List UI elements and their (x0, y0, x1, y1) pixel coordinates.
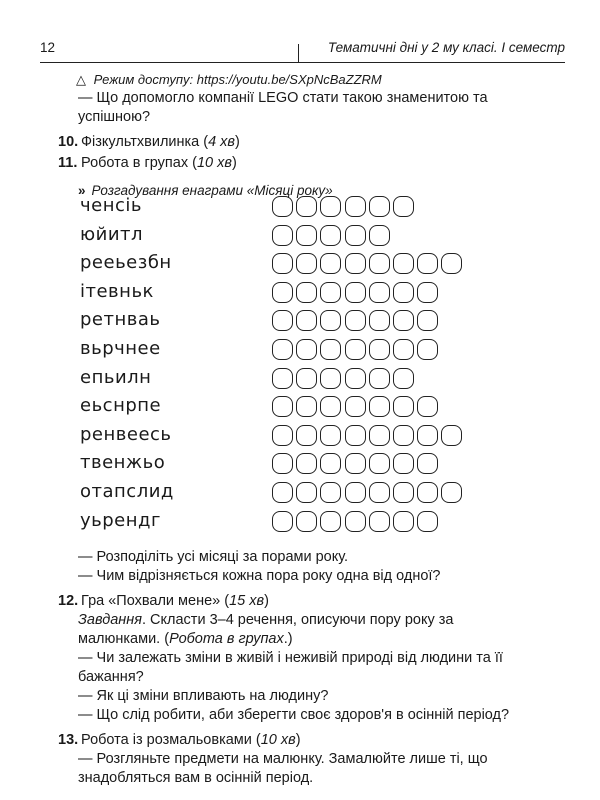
letter-box[interactable] (393, 282, 414, 303)
letter-box[interactable] (393, 253, 414, 274)
header-divider-tick (298, 44, 299, 62)
after-anagram-2: — Чим відрізняється кожна пора року одна від одної? (78, 568, 441, 584)
anagram-word: ретнваь (80, 309, 161, 331)
item-11-number: 11. (58, 155, 78, 171)
item-12-question-1: — Чи залежать зміни в живій і неживій природі від людини та її бажання? (78, 650, 503, 685)
letter-box[interactable] (369, 339, 390, 360)
letter-box[interactable] (272, 282, 293, 303)
letter-box[interactable] (272, 425, 293, 446)
letter-box[interactable] (369, 368, 390, 389)
anagram-row (80, 395, 520, 424)
letter-box[interactable] (441, 253, 462, 274)
anagram-row (80, 424, 520, 453)
letter-box[interactable] (393, 453, 414, 474)
letter-box[interactable] (296, 339, 317, 360)
letter-box[interactable] (272, 225, 293, 246)
anagram-row (80, 252, 520, 281)
letter-box[interactable] (441, 425, 462, 446)
letter-box[interactable] (345, 453, 366, 474)
letter-box[interactable] (320, 310, 341, 331)
answer-boxes (272, 310, 441, 331)
item-11-close: ) (231, 155, 237, 171)
letter-box[interactable] (320, 253, 341, 274)
letter-box[interactable] (320, 425, 341, 446)
letter-box[interactable] (345, 339, 366, 360)
letter-box[interactable] (393, 511, 414, 532)
after-anagram-1: — Розподіліть усі місяці за порами року. (78, 549, 349, 565)
item-13-number: 13. (58, 732, 79, 748)
anagram-row (80, 338, 520, 367)
letter-box[interactable] (320, 511, 341, 532)
item-11-text: Робота в групах ( (81, 155, 197, 171)
item-12-time: 15 хв (229, 593, 265, 609)
anagram-row (80, 224, 520, 253)
task-label: Завдання (78, 612, 142, 628)
anagram-word: ітевньк (80, 280, 154, 302)
double-arrow-icon: » (78, 183, 86, 198)
answer-boxes (272, 339, 441, 360)
letter-box[interactable] (296, 282, 317, 303)
access-label: Режим доступу: (93, 72, 197, 87)
letter-box[interactable] (369, 253, 390, 274)
item-12-close: ) (264, 593, 269, 609)
item-12-number: 12. (58, 593, 79, 609)
answer-boxes (272, 253, 466, 274)
answer-boxes (272, 282, 441, 303)
letter-box[interactable] (393, 368, 414, 389)
letter-box[interactable] (369, 282, 390, 303)
letter-box[interactable] (320, 339, 341, 360)
letter-box[interactable] (369, 425, 390, 446)
access-url[interactable]: https://youtu.be/SXpNcBaZZRM (196, 72, 382, 87)
letter-box[interactable] (272, 511, 293, 532)
item-13-time: 10 хв (260, 732, 296, 748)
letter-box[interactable] (345, 396, 366, 417)
letter-box[interactable] (345, 425, 366, 446)
letter-box[interactable] (272, 396, 293, 417)
letter-box[interactable] (296, 396, 317, 417)
answer-boxes (272, 368, 417, 389)
letter-box[interactable] (417, 396, 438, 417)
task-group: Робота в групах (169, 631, 284, 647)
letter-box[interactable] (320, 368, 341, 389)
letter-box[interactable] (272, 482, 293, 503)
letter-box[interactable] (369, 511, 390, 532)
letter-box[interactable] (393, 482, 414, 503)
task-close: .) (283, 631, 293, 647)
anagram-row (80, 281, 520, 310)
letter-box[interactable] (296, 310, 317, 331)
letter-box[interactable] (296, 511, 317, 532)
letter-box[interactable] (345, 225, 366, 246)
anagram-word: рееьезбн (80, 252, 172, 274)
item-10-close: ) (235, 134, 240, 150)
letter-box[interactable] (272, 196, 293, 217)
intro-question: — Що допомогло компанії LEGO стати такою знаменитою та успішною? (78, 90, 488, 125)
anagram-word: вьрчнее (80, 337, 161, 359)
letter-box[interactable] (417, 310, 438, 331)
answer-boxes (272, 511, 441, 532)
letter-box[interactable] (441, 482, 462, 503)
letter-box[interactable] (272, 453, 293, 474)
anagram-row (80, 309, 520, 338)
item-13-close: ) (295, 732, 301, 748)
letter-box[interactable] (272, 368, 293, 389)
letter-box[interactable] (296, 253, 317, 274)
answer-boxes (272, 196, 417, 217)
letter-box[interactable] (417, 339, 438, 360)
letter-box[interactable] (296, 368, 317, 389)
anagram-row (80, 367, 520, 396)
letter-box[interactable] (272, 310, 293, 331)
letter-box[interactable] (345, 253, 366, 274)
letter-box[interactable] (393, 196, 414, 217)
answer-boxes (272, 425, 466, 446)
letter-box[interactable] (369, 196, 390, 217)
letter-box[interactable] (417, 253, 438, 274)
item-12 (58, 592, 538, 611)
letter-box[interactable] (417, 511, 438, 532)
item-13-text-wrap (77, 731, 301, 750)
letter-box[interactable] (345, 196, 366, 217)
header-rule (40, 62, 565, 63)
anagram-row (80, 481, 520, 510)
item-11-time: 10 хв (196, 155, 232, 171)
answer-boxes (272, 482, 466, 503)
answer-boxes (272, 453, 441, 474)
triangle-icon: △ (76, 72, 86, 87)
lower-content (58, 548, 538, 788)
letter-box[interactable] (369, 453, 390, 474)
letter-box[interactable] (369, 310, 390, 331)
running-title: Тематичні дні у 2 му класі. І семестр (327, 40, 565, 55)
letter-box[interactable] (272, 339, 293, 360)
answer-boxes (272, 396, 441, 417)
task-text: . Скласти 3–4 речення, описуючи пору року за малюнками. ( (78, 612, 454, 647)
letter-box[interactable] (393, 339, 414, 360)
letter-box[interactable] (369, 225, 390, 246)
letter-box[interactable] (393, 396, 414, 417)
item-12-question-2: — Як ці зміни впливають на людину? (78, 688, 329, 704)
letter-box[interactable] (320, 282, 341, 303)
letter-box[interactable] (369, 482, 390, 503)
letter-box[interactable] (296, 225, 317, 246)
access-line (76, 70, 538, 89)
anagram-word: твенжьо (80, 452, 166, 474)
letter-box[interactable] (345, 511, 366, 532)
item-10-number: 10. (58, 134, 79, 150)
letter-box[interactable] (320, 225, 341, 246)
item-10-text: Фізкультхвилинка ( (81, 134, 209, 150)
item-10-time: 4 хв (208, 134, 236, 150)
letter-box[interactable] (417, 482, 438, 503)
letter-box[interactable] (296, 196, 317, 217)
letter-box[interactable] (417, 425, 438, 446)
letter-box[interactable] (417, 453, 438, 474)
answer-boxes (272, 225, 393, 246)
anagram-word: юйитл (80, 223, 144, 245)
letter-box[interactable] (417, 282, 438, 303)
anagram-word: ченсіь (80, 195, 142, 216)
item-13-text: Робота із розмальовками ( (81, 732, 261, 748)
item-12-text: Гра «Похвали мене» ( (81, 593, 230, 609)
letter-box[interactable] (345, 368, 366, 389)
letter-box[interactable] (345, 310, 366, 331)
anagram-heading: Розгадування енаграми «Місяці року» (91, 183, 333, 198)
letter-box[interactable] (369, 396, 390, 417)
letter-box[interactable] (393, 425, 414, 446)
anagram-word: отапслид (80, 480, 174, 502)
letter-box[interactable] (320, 453, 341, 474)
item-12-text-wrap (77, 592, 269, 611)
anagram-word: епьилн (80, 366, 152, 388)
letter-box[interactable] (320, 396, 341, 417)
anagram-table (80, 195, 520, 538)
letter-box[interactable] (320, 482, 341, 503)
item-11 (58, 154, 538, 173)
anagram-row (80, 510, 520, 539)
letter-box[interactable] (345, 282, 366, 303)
anagram-word: ренвеесь (80, 423, 172, 445)
item-10 (58, 133, 538, 152)
item-12-task (58, 611, 538, 649)
anagram-row (80, 195, 520, 224)
letter-box[interactable] (345, 482, 366, 503)
anagram-word: уьрендг (80, 509, 161, 531)
item-10-text-wrap (77, 133, 240, 152)
item-13-instruction: — Розгляньте предмети на малюнку. Замалюйте лише ті, що знадобляться вам в осінній період. (78, 751, 488, 786)
letter-box[interactable] (272, 253, 293, 274)
anagram-row (80, 452, 520, 481)
letter-box[interactable] (296, 453, 317, 474)
letter-box[interactable] (296, 482, 317, 503)
item-11-text-wrap (77, 154, 237, 173)
upper-content (58, 70, 538, 200)
item-13 (58, 731, 538, 750)
letter-box[interactable] (320, 196, 341, 217)
letter-box[interactable] (393, 310, 414, 331)
letter-box[interactable] (296, 425, 317, 446)
page-number: 12 (40, 40, 56, 55)
anagram-word: еьснрпе (80, 395, 162, 417)
item-12-question-3: — Що слід робити, аби зберегти своє здоров'я в осінній період? (78, 707, 510, 723)
